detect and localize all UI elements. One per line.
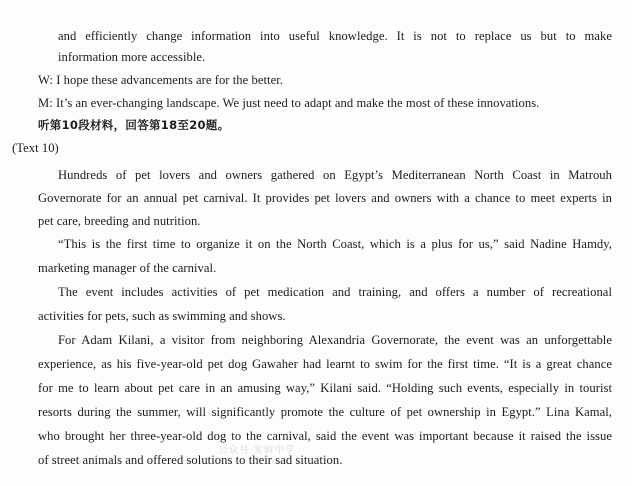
paragraph-4-line-6: of street animals and offered solutions to their sad situation. bbox=[38, 453, 343, 467]
paragraph-4-line-3: for me to learn about pet care in an amusing way,” Kilani said. “Holding such events, especially in tourist bbox=[38, 381, 612, 395]
paragraph-1-line-1: Hundreds of pet lovers and owners gathered on Egypt’s Mediterranean North Coast in Matrouh bbox=[58, 168, 612, 182]
listening-instruction: 听第10段材料，回答第18至20题。 bbox=[38, 118, 230, 132]
intro-line-1: and efficiently change information into useful knowledge. It is not to replace us but to make bbox=[58, 29, 612, 43]
paragraph-4-line-2: experience, as his five-year-old pet dog Gawaher had learnt to swim for the first time. “It is a great chance bbox=[38, 357, 612, 371]
text-label: (Text 10) bbox=[12, 141, 59, 155]
paragraph-4-line-4: resorts during the summer, will significantly promote the culture of pet ownership in Egypt.” Lina Kamal, bbox=[38, 405, 612, 419]
paragraph-1-line-2: Governorate for an annual pet carnival. It provides pet lovers and owners with a chance to meet experts in bbox=[38, 191, 612, 205]
watermark-text: 公众号·实验中学 bbox=[218, 445, 296, 456]
paragraph-4-line-5: who brought her three-year-old dog to the carnival, said the event was important because it raised the issue bbox=[38, 429, 612, 443]
paragraph-2-line-1: “This is the first time to organize it on the North Coast, which is a plus for us,” said Nadine Hamdy, bbox=[58, 237, 612, 251]
intro-line-2: information more accessible. bbox=[58, 50, 206, 64]
dialogue-line-m: M: It’s an ever-changing landscape. We just need to adapt and make the most of these innovations. bbox=[38, 96, 540, 110]
dialogue-line-w: W: I hope these advancements are for the better. bbox=[38, 73, 283, 87]
paragraph-1-line-3: pet care, breeding and nutrition. bbox=[38, 214, 201, 228]
paragraph-3-line-2: activities for pets, such as swimming and shows. bbox=[38, 309, 286, 323]
paragraph-2-line-2: marketing manager of the carnival. bbox=[38, 261, 217, 275]
paragraph-3-line-1: The event includes activities of pet medication and training, and offers a number of recreational bbox=[58, 285, 612, 299]
paragraph-4-line-1: For Adam Kilani, a visitor from neighboring Alexandria Governorate, the event was an unforgettable bbox=[58, 333, 612, 347]
